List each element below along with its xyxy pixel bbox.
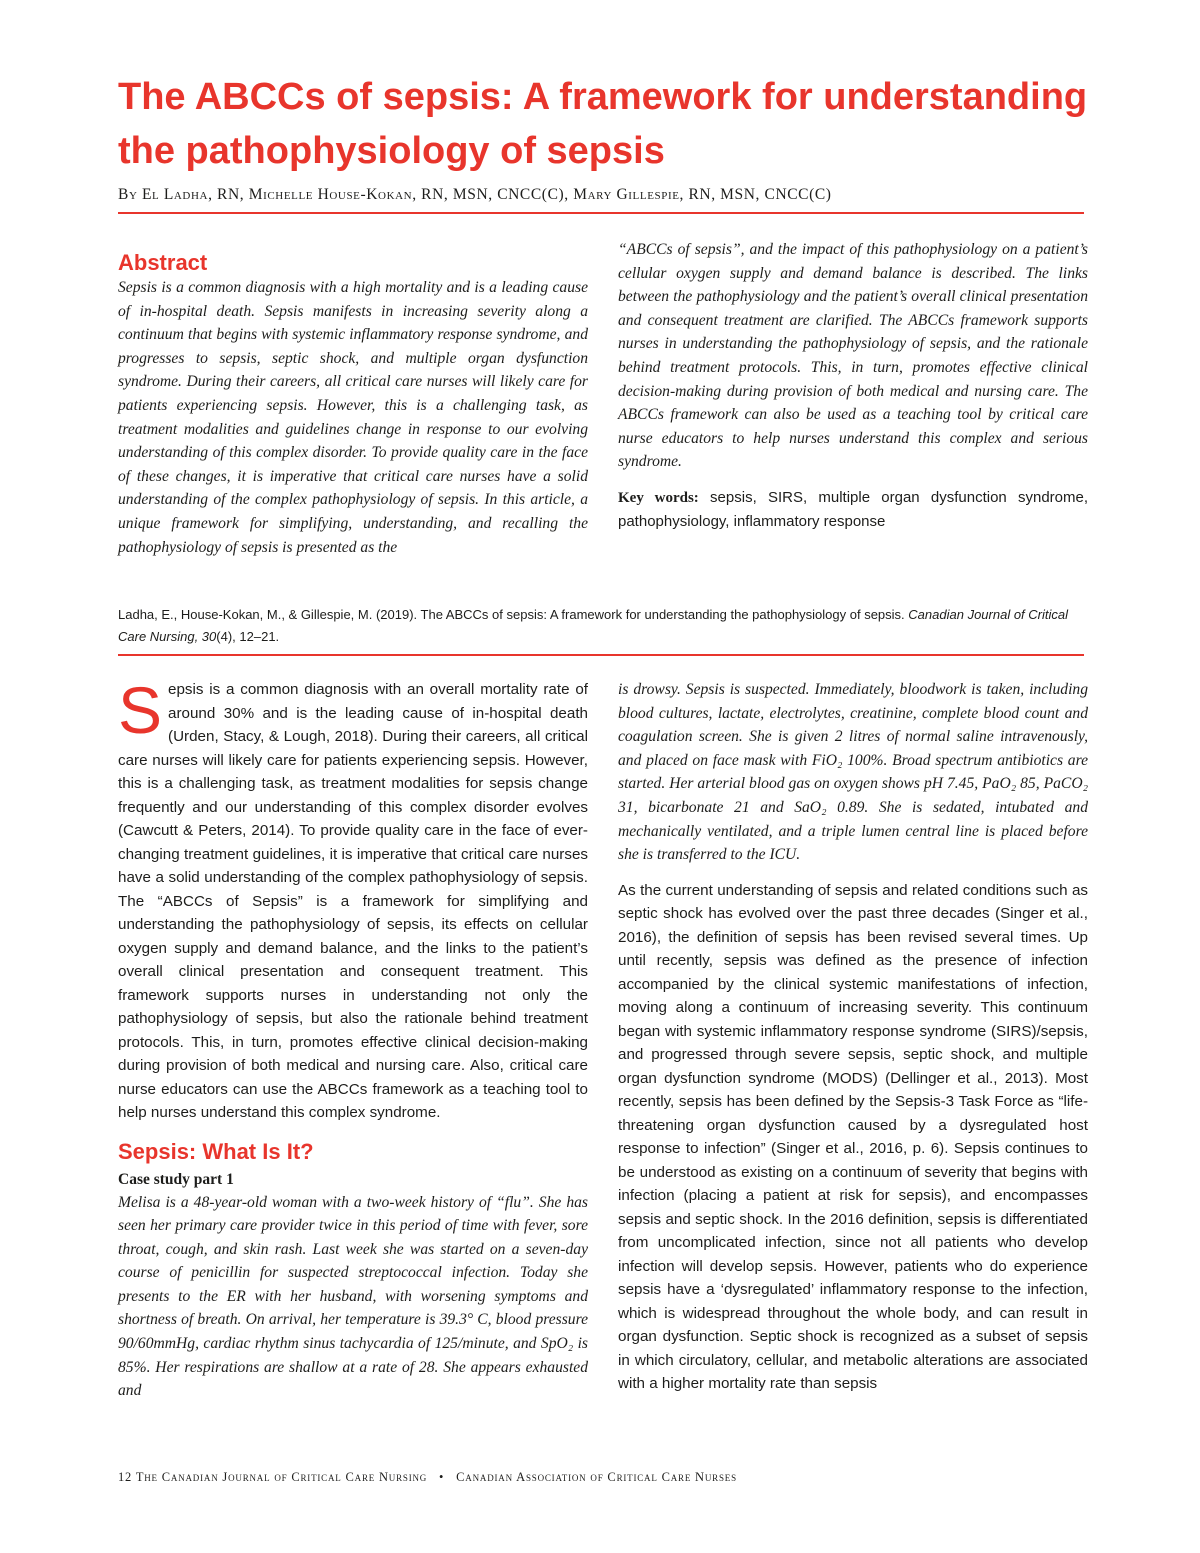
citation-issue-pages: (4), 12–21. xyxy=(216,629,280,644)
abstract-right-column xyxy=(618,238,1088,534)
abstract-text-left: Sepsis is a common diagnosis with a high mortality and is a leading cause of in-hospital death. Sepsis manifests in increasing severity along a continuum that begins with systemic inflammatory response syndrome, and progresses to sepsis, septic shock, and multiple organ dysfunction syndrome. During their careers, all critical care nurses will likely care for patients experiencing sepsis. However, this is a challenging task, as treatment modalities and guidelines change in response to our evolving understanding of this complex disorder. To provide quality care in the face of these changes, it is imperative that critical care nurses have a solid understanding of the complex pathophysiology of sepsis. In this article, a unique framework for simplifying, understanding, and recalling the pathophysiology of sepsis is presented as the xyxy=(118,279,588,556)
case-study-text-left: Melisa is a 48-year-old woman with a two-week history of “flu”. She has seen her primary care provider twice in this period of time with fever, sore throat, cough, and skin rash. Last week she was started on a seven-day course of penicillin for suspected streptococcal infection. Today she presents to the ER with her husband, with worsening symptoms and shortness of breath. On arrival, her temperature is 39.3° C, blood pressure 90/60mmHg, cardiac rhythm sinus tachycardia of 125/minute, and SpO₂ is 85%. Her respirations are shallow at a rate of 28. She appears exhausted and xyxy=(118,1193,588,1400)
drop-cap: S xyxy=(118,673,163,747)
page-number: 12 xyxy=(118,1470,133,1484)
body-right-column xyxy=(618,678,1088,1396)
abstract-left-column xyxy=(118,250,588,559)
citation-text: Ladha, E., House-Kokan, M., & Gillespie, M. (2019). The ABCCs of sepsis: A framework for understanding the pathophysiology of sepsis. xyxy=(118,607,905,622)
keywords-label: Key words: xyxy=(618,489,699,506)
page-footer xyxy=(118,1470,1084,1485)
definition-paragraph: As the current understanding of sepsis and related conditions such as septic shock has evolved over the past three decades (Singer et al., 2016), the definition of sepsis has been revised several times. Up until recently, sepsis was defined as the presence of infection accompanied by the clinical systemic manifestations of infection, moving along a continuum of increasing severity. This continuum began with systemic inflammatory response syndrome (SIRS)/sepsis, and progressed through severe sepsis, septic shock, and multiple organ dysfunction syndrome (MODS) (Dellinger et al., 2013). Most recently, sepsis has been defined by the Sepsis-3 Task Force as “life-threatening organ dysfunction caused by a dysregulated host response to infection” (Singer et al., 2016, p. 6). Sepsis continues to be understood as existing on a continuum of severity that begins with infection (placing a patient at risk for sepsis), and encompasses sepsis and septic shock. In the 2016 definition, sepsis is differentiated from uncomplicated infection, since not all patients who develop infection will develop sepsis. However, patients who do experience sepsis have a ‘dysregulated’ inflammatory response to the infection, which is widespread throughout the whole body, and can result in organ dysfunction. Septic shock is recognized as a subset of sepsis in which circulatory, cellular, and metabolic alterations are associated with a higher mortality rate than sepsis xyxy=(618,881,1088,1393)
keywords xyxy=(618,486,1088,534)
keywords-list: sepsis, SIRS, multiple organ dysfunction syndrome, pathophysiology, inflammatory response xyxy=(618,488,1089,531)
citation-journal: Canadian Journal of Critical Care Nursing, 30 xyxy=(118,607,1068,644)
body-left-column xyxy=(118,673,588,1403)
header-divider xyxy=(118,212,1084,214)
article-title: The ABCCs of sepsis: A framework for understanding the pathophysiology of sepsis xyxy=(118,76,1088,172)
intro-text: epsis is a common diagnosis with an overall mortality rate of around 30% and is the leading cause of in-hospital death (Urden, Stacy, & Lough, 2018). During their careers, all critical care nurses will likely care for patients experiencing sepsis. However, this is a challenging task, as treatment modalities for sepsis change frequently and our understanding of this complex disorder evolves (Cawcutt & Peters, 2014). To provide quality care in the face of ever-changing treatment guidelines, it is imperative that critical care nurses have a solid understanding of the complex pathophysiology of sepsis. The “ABCCs of Sepsis” is a framework for simplifying and understanding the pathophysiology of sepsis, its effects on cellular oxygen supply and demand balance, and the links to the patient’s overall clinical presentation and consequent treatment. This framework supports nurses in understanding not only the pathophysiology of sepsis, but also the rationale behind treatment protocols. This, in turn, promotes effective clinical decision-making during provision of both medical and nursing care. Also, critical care nurse educators can use the ABCCs framework as a teaching tool to help nurses understand this complex syndrome. xyxy=(118,681,588,1121)
intro-paragraph xyxy=(118,673,588,1125)
citation-divider xyxy=(118,654,1084,656)
case-study-heading: Case study part 1 xyxy=(118,1170,234,1188)
author-byline: By El Ladha, RN, Michelle House-Kokan, RN, MSN, CNCC(C), Mary Gillespie, RN, MSN, CNCC(C) xyxy=(118,186,832,203)
section-heading: Sepsis: What Is It? xyxy=(118,1138,314,1164)
footer-association: Canadian Association of Critical Care Nurses xyxy=(456,1470,737,1484)
abstract-text-right: “ABCCs of sepsis”, and the impact of this pathophysiology on a patient’s cellular oxygen supply and demand balance is described. The links between the pathophysiology and the patient’s overall clinical presentation and consequent treatment are clarified. The ABCCs framework supports nurses in understanding the pathophysiology of sepsis, and the rationale behind treatment protocols. This, in turn, promotes effective clinical decision-making during provision of both medical and nursing care. The ABCCs framework can also be used as a teaching tool by critical care nurse educators to help nurses understand this complex and serious syndrome. xyxy=(618,241,1088,471)
case-study-text-right: is drowsy. Sepsis is suspected. Immediately, bloodwork is taken, including blood cultures, lactate, electrolytes, creatinine, complete blood count and coagulation screen. She is given 2 litres of normal saline intravenously, and placed on face mask with FiO₂ 100%. Broad spectrum antibiotics are started. Her arterial blood gas on oxygen shows pH 7.45, PaO₂ 85, PaCO₂ 31, bicarbonate 21 and SaO₂ 0.89. She is sedated, intubated and mechanically ventilated, and a triple lumen central line is placed before she is transferred to the ICU. xyxy=(618,681,1088,864)
abstract-heading: Abstract xyxy=(118,250,208,275)
footer-journal: The Canadian Journal of Critical Care Nursing xyxy=(135,1470,428,1484)
footer-separator: • xyxy=(439,1470,445,1484)
citation xyxy=(118,604,1084,648)
